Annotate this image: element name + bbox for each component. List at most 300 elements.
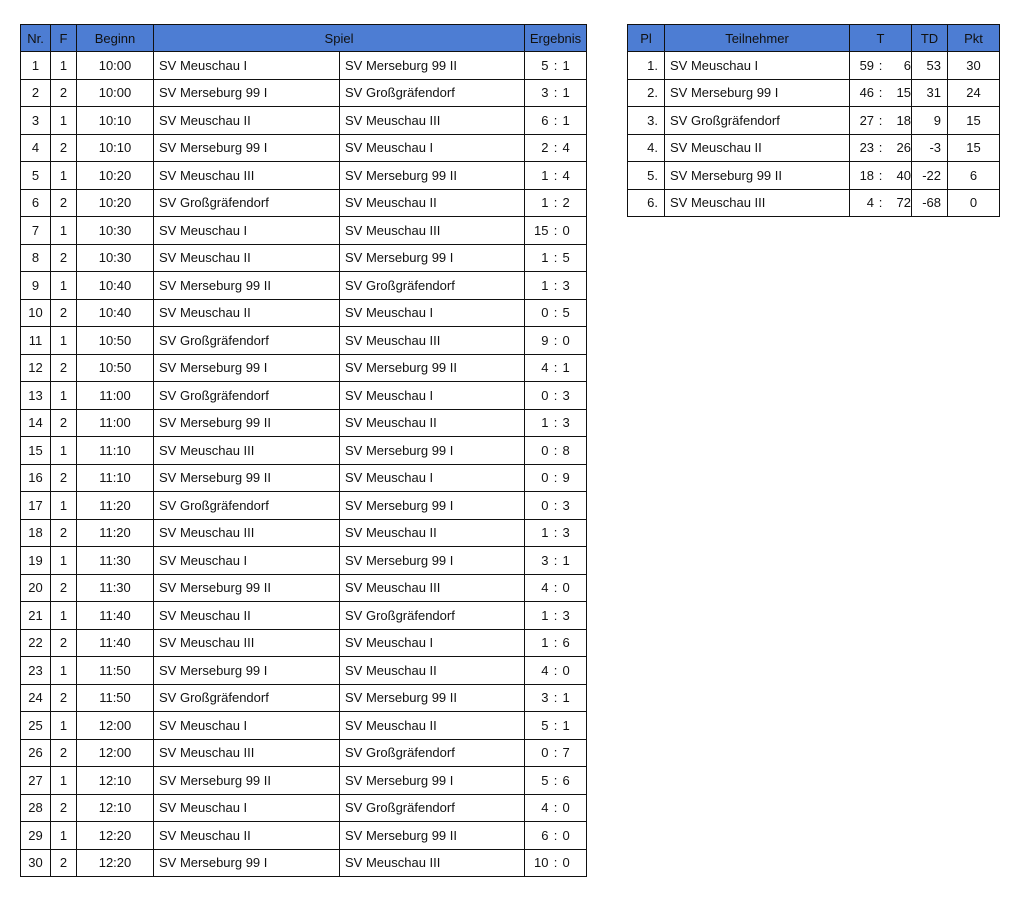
away-goals: 7	[562, 745, 570, 761]
home-team: SV Merseburg 99 I	[154, 79, 340, 107]
goals-separator: :	[878, 140, 883, 156]
field-number: 1	[51, 217, 77, 245]
match-number: 15	[21, 437, 51, 465]
start-time: 12:10	[77, 794, 154, 822]
away-team: SV Merseburg 99 II	[340, 354, 525, 382]
score-separator: :	[553, 305, 558, 321]
match-number: 27	[21, 767, 51, 795]
points: 0	[948, 189, 1000, 217]
away-goals: 6	[562, 635, 570, 651]
away-team: SV Merseburg 99 I	[340, 437, 525, 465]
participant-name: SV Großgräfendorf	[665, 107, 850, 135]
match-number: 24	[21, 684, 51, 712]
place: 4.	[628, 134, 665, 162]
field-number: 2	[51, 409, 77, 437]
participant-name: SV Merseburg 99 I	[665, 79, 850, 107]
score-display	[525, 333, 586, 348]
col-header-spiel: Spiel	[154, 25, 525, 52]
score-display	[525, 113, 586, 128]
goals-display	[850, 195, 911, 210]
points: 24	[948, 79, 1000, 107]
match-number: 5	[21, 162, 51, 190]
score-separator: :	[553, 552, 558, 568]
match-result	[525, 162, 587, 190]
table-row	[21, 657, 587, 685]
away-team: SV Großgräfendorf	[340, 794, 525, 822]
away-goals: 0	[562, 855, 570, 871]
goals-against: 15	[896, 85, 911, 101]
score-separator: :	[553, 415, 558, 431]
table-row	[21, 52, 587, 80]
score-display	[525, 828, 586, 843]
field-number: 2	[51, 189, 77, 217]
match-result	[525, 464, 587, 492]
score-separator: :	[553, 332, 558, 348]
match-result	[525, 79, 587, 107]
points: 15	[948, 134, 1000, 162]
table-row	[21, 739, 587, 767]
field-number: 2	[51, 739, 77, 767]
goals-against: 26	[896, 140, 911, 156]
away-team: SV Merseburg 99 I	[340, 547, 525, 575]
away-goals: 0	[562, 580, 570, 596]
match-number: 22	[21, 629, 51, 657]
score-display	[525, 305, 586, 320]
goals-separator: :	[878, 85, 883, 101]
match-number: 25	[21, 712, 51, 740]
score-display	[525, 360, 586, 375]
home-goals: 1	[541, 525, 549, 541]
home-goals: 3	[541, 690, 549, 706]
home-team: SV Großgräfendorf	[154, 382, 340, 410]
goals-cell	[850, 134, 912, 162]
table-row	[21, 382, 587, 410]
field-number: 2	[51, 299, 77, 327]
away-team: SV Meuschau III	[340, 849, 525, 877]
home-team: SV Meuschau III	[154, 162, 340, 190]
match-result	[525, 602, 587, 630]
away-goals: 1	[562, 57, 570, 73]
col-header-ergebnis: Ergebnis	[525, 25, 587, 52]
start-time: 11:30	[77, 547, 154, 575]
home-goals: 15	[534, 222, 549, 238]
home-team: SV Meuschau II	[154, 299, 340, 327]
home-team: SV Merseburg 99 II	[154, 409, 340, 437]
goals-separator: :	[878, 195, 883, 211]
away-team: SV Meuschau III	[340, 107, 525, 135]
home-goals: 0	[541, 387, 549, 403]
start-time: 10:10	[77, 107, 154, 135]
home-goals: 1	[541, 607, 549, 623]
start-time: 12:20	[77, 849, 154, 877]
away-team: SV Meuschau III	[340, 574, 525, 602]
field-number: 2	[51, 684, 77, 712]
away-goals: 1	[562, 360, 570, 376]
start-time: 10:50	[77, 327, 154, 355]
participant-name: SV Merseburg 99 II	[665, 162, 850, 190]
points: 15	[948, 107, 1000, 135]
score-display	[525, 195, 586, 210]
home-goals: 6	[541, 827, 549, 843]
match-result	[525, 739, 587, 767]
schedule-header-row	[21, 25, 587, 52]
score-display	[525, 470, 586, 485]
score-separator: :	[553, 112, 558, 128]
field-number: 1	[51, 162, 77, 190]
home-goals: 4	[541, 800, 549, 816]
goals-against: 18	[896, 112, 911, 128]
field-number: 2	[51, 464, 77, 492]
score-separator: :	[553, 470, 558, 486]
goals-for: 18	[859, 167, 875, 183]
home-team: SV Meuschau III	[154, 437, 340, 465]
home-team: SV Merseburg 99 II	[154, 767, 340, 795]
field-number: 2	[51, 79, 77, 107]
start-time: 11:20	[77, 492, 154, 520]
score-separator: :	[553, 525, 558, 541]
start-time: 10:20	[77, 162, 154, 190]
away-team: SV Merseburg 99 II	[340, 52, 525, 80]
score-display	[525, 608, 586, 623]
away-goals: 8	[562, 442, 570, 458]
home-goals: 1	[541, 277, 549, 293]
match-number: 1	[21, 52, 51, 80]
score-separator: :	[553, 745, 558, 761]
start-time: 10:30	[77, 217, 154, 245]
away-goals: 0	[562, 332, 570, 348]
match-result	[525, 272, 587, 300]
table-row	[21, 244, 587, 272]
table-row	[21, 547, 587, 575]
match-result	[525, 107, 587, 135]
home-team: SV Merseburg 99 II	[154, 574, 340, 602]
table-row	[628, 107, 1000, 135]
col-header-f: F	[51, 25, 77, 52]
score-display	[525, 140, 586, 155]
home-goals: 3	[541, 85, 549, 101]
score-display	[525, 553, 586, 568]
score-display	[525, 415, 586, 430]
match-result	[525, 849, 587, 877]
home-team: SV Meuschau II	[154, 107, 340, 135]
match-result	[525, 767, 587, 795]
score-display	[525, 800, 586, 815]
col-header-nr: Nr.	[21, 25, 51, 52]
score-display	[525, 85, 586, 100]
goals-display	[850, 113, 911, 128]
score-separator: :	[553, 772, 558, 788]
match-result	[525, 409, 587, 437]
score-separator: :	[553, 140, 558, 156]
goals-cell	[850, 162, 912, 190]
home-team: SV Merseburg 99 I	[154, 849, 340, 877]
match-number: 10	[21, 299, 51, 327]
score-separator: :	[553, 277, 558, 293]
table-row	[21, 849, 587, 877]
score-display	[525, 635, 586, 650]
home-team: SV Großgräfendorf	[154, 684, 340, 712]
table-row	[21, 437, 587, 465]
table-row	[21, 492, 587, 520]
field-number: 1	[51, 52, 77, 80]
home-goals: 4	[541, 662, 549, 678]
field-number: 1	[51, 547, 77, 575]
away-goals: 3	[562, 415, 570, 431]
place: 6.	[628, 189, 665, 217]
home-team: SV Meuschau I	[154, 794, 340, 822]
score-display	[525, 663, 586, 678]
score-display	[525, 580, 586, 595]
home-goals: 5	[541, 57, 549, 73]
goal-difference: -68	[912, 189, 948, 217]
away-goals: 5	[562, 250, 570, 266]
table-row	[21, 189, 587, 217]
match-result	[525, 822, 587, 850]
place: 1.	[628, 52, 665, 80]
col-header-t: T	[850, 25, 912, 52]
field-number: 1	[51, 492, 77, 520]
match-number: 17	[21, 492, 51, 520]
field-number: 1	[51, 767, 77, 795]
away-team: SV Merseburg 99 I	[340, 244, 525, 272]
home-team: SV Merseburg 99 I	[154, 657, 340, 685]
goals-for: 59	[859, 57, 875, 73]
goals-against: 40	[896, 167, 911, 183]
table-row	[21, 519, 587, 547]
match-result	[525, 437, 587, 465]
table-row	[628, 162, 1000, 190]
schedule-table	[20, 24, 587, 877]
match-number: 8	[21, 244, 51, 272]
field-number: 2	[51, 519, 77, 547]
place: 5.	[628, 162, 665, 190]
score-display	[525, 718, 586, 733]
away-team: SV Meuschau I	[340, 464, 525, 492]
home-team: SV Meuschau II	[154, 822, 340, 850]
home-goals: 0	[541, 305, 549, 321]
goals-for: 4	[866, 195, 875, 211]
home-team: SV Meuschau III	[154, 739, 340, 767]
goals-separator: :	[878, 112, 883, 128]
field-number: 1	[51, 602, 77, 630]
home-team: SV Meuschau I	[154, 52, 340, 80]
match-result	[525, 712, 587, 740]
participant-name: SV Meuschau III	[665, 189, 850, 217]
score-separator: :	[553, 497, 558, 513]
score-display	[525, 388, 586, 403]
home-team: SV Großgräfendorf	[154, 189, 340, 217]
home-team: SV Meuschau III	[154, 629, 340, 657]
home-goals: 1	[541, 250, 549, 266]
home-team: SV Großgräfendorf	[154, 492, 340, 520]
table-row	[628, 134, 1000, 162]
match-number: 18	[21, 519, 51, 547]
table-row	[21, 134, 587, 162]
table-row	[21, 327, 587, 355]
place: 2.	[628, 79, 665, 107]
home-team: SV Merseburg 99 II	[154, 272, 340, 300]
score-separator: :	[553, 222, 558, 238]
col-header-teilnehmer: Teilnehmer	[665, 25, 850, 52]
home-team: SV Meuschau II	[154, 244, 340, 272]
table-row	[21, 217, 587, 245]
field-number: 2	[51, 244, 77, 272]
match-number: 6	[21, 189, 51, 217]
table-row	[21, 79, 587, 107]
score-display	[525, 498, 586, 513]
home-goals: 1	[541, 167, 549, 183]
start-time: 10:40	[77, 299, 154, 327]
score-display	[525, 250, 586, 265]
home-goals: 5	[541, 717, 549, 733]
match-result	[525, 547, 587, 575]
match-result	[525, 657, 587, 685]
match-result	[525, 684, 587, 712]
home-team: SV Meuschau I	[154, 547, 340, 575]
score-separator: :	[553, 195, 558, 211]
away-goals: 3	[562, 525, 570, 541]
start-time: 12:00	[77, 739, 154, 767]
away-team: SV Meuschau I	[340, 134, 525, 162]
away-goals: 0	[562, 800, 570, 816]
score-display	[525, 223, 586, 238]
match-number: 14	[21, 409, 51, 437]
away-team: SV Meuschau II	[340, 657, 525, 685]
goals-display	[850, 85, 911, 100]
match-number: 7	[21, 217, 51, 245]
field-number: 1	[51, 272, 77, 300]
goal-difference: 31	[912, 79, 948, 107]
participant-name: SV Meuschau I	[665, 52, 850, 80]
home-goals: 0	[541, 470, 549, 486]
start-time: 11:10	[77, 464, 154, 492]
start-time: 11:50	[77, 684, 154, 712]
field-number: 1	[51, 107, 77, 135]
match-result	[525, 189, 587, 217]
points: 6	[948, 162, 1000, 190]
away-goals: 4	[562, 167, 570, 183]
home-goals: 4	[541, 360, 549, 376]
table-row	[21, 464, 587, 492]
away-team: SV Meuschau II	[340, 189, 525, 217]
score-separator: :	[553, 580, 558, 596]
start-time: 10:20	[77, 189, 154, 217]
goal-difference: -22	[912, 162, 948, 190]
away-team: SV Meuschau III	[340, 327, 525, 355]
score-separator: :	[553, 85, 558, 101]
home-goals: 0	[541, 442, 549, 458]
match-number: 30	[21, 849, 51, 877]
home-goals: 1	[541, 635, 549, 651]
field-number: 1	[51, 712, 77, 740]
start-time: 10:40	[77, 272, 154, 300]
match-number: 20	[21, 574, 51, 602]
score-separator: :	[553, 167, 558, 183]
score-separator: :	[553, 607, 558, 623]
away-team: SV Meuschau II	[340, 409, 525, 437]
goals-cell	[850, 79, 912, 107]
away-team: SV Meuschau II	[340, 519, 525, 547]
standings-header-row	[628, 25, 1000, 52]
score-separator: :	[553, 360, 558, 376]
match-result	[525, 327, 587, 355]
away-team: SV Merseburg 99 I	[340, 492, 525, 520]
home-goals: 5	[541, 772, 549, 788]
match-number: 19	[21, 547, 51, 575]
start-time: 11:50	[77, 657, 154, 685]
away-team: SV Großgräfendorf	[340, 602, 525, 630]
score-separator: :	[553, 690, 558, 706]
field-number: 1	[51, 382, 77, 410]
match-result	[525, 134, 587, 162]
match-number: 28	[21, 794, 51, 822]
field-number: 1	[51, 822, 77, 850]
goal-difference: -3	[912, 134, 948, 162]
home-team: SV Meuschau I	[154, 217, 340, 245]
goals-display	[850, 58, 911, 73]
match-number: 2	[21, 79, 51, 107]
match-result	[525, 574, 587, 602]
match-result	[525, 794, 587, 822]
table-row	[21, 574, 587, 602]
away-team: SV Meuschau II	[340, 712, 525, 740]
away-team: SV Merseburg 99 II	[340, 684, 525, 712]
goals-for: 27	[859, 112, 875, 128]
score-display	[525, 745, 586, 760]
away-goals: 3	[562, 277, 570, 293]
match-number: 11	[21, 327, 51, 355]
start-time: 11:00	[77, 382, 154, 410]
col-header-pkt: Pkt	[948, 25, 1000, 52]
score-display	[525, 690, 586, 705]
field-number: 1	[51, 657, 77, 685]
table-row	[21, 822, 587, 850]
away-team: SV Meuschau I	[340, 299, 525, 327]
home-team: SV Meuschau III	[154, 519, 340, 547]
score-separator: :	[553, 662, 558, 678]
score-display	[525, 278, 586, 293]
score-display	[525, 443, 586, 458]
away-goals: 3	[562, 607, 570, 623]
home-goals: 6	[541, 112, 549, 128]
goals-separator: :	[878, 57, 883, 73]
goals-cell	[850, 107, 912, 135]
match-result	[525, 519, 587, 547]
score-separator: :	[553, 827, 558, 843]
match-result	[525, 629, 587, 657]
home-team: SV Merseburg 99 I	[154, 354, 340, 382]
away-goals: 1	[562, 717, 570, 733]
table-row	[628, 189, 1000, 217]
participant-name: SV Meuschau II	[665, 134, 850, 162]
field-number: 2	[51, 629, 77, 657]
start-time: 11:40	[77, 602, 154, 630]
score-display	[525, 168, 586, 183]
field-number: 2	[51, 849, 77, 877]
table-row	[628, 79, 1000, 107]
table-row	[21, 684, 587, 712]
table-row	[21, 107, 587, 135]
goals-against: 72	[896, 195, 911, 211]
field-number: 1	[51, 437, 77, 465]
start-time: 11:30	[77, 574, 154, 602]
away-team: SV Meuschau I	[340, 629, 525, 657]
field-number: 2	[51, 574, 77, 602]
table-row	[21, 629, 587, 657]
start-time: 10:00	[77, 79, 154, 107]
match-number: 4	[21, 134, 51, 162]
match-number: 13	[21, 382, 51, 410]
